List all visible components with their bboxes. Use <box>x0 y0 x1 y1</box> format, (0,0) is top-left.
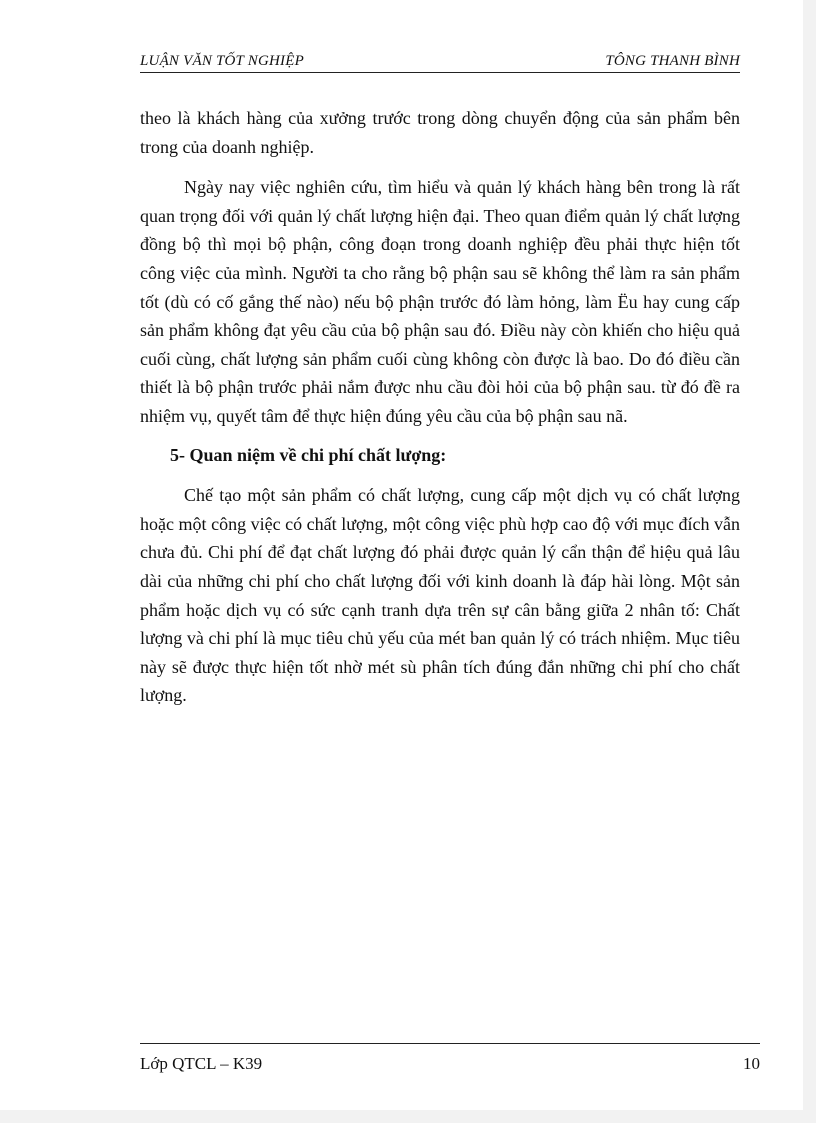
header-author-name: TÔNG THANH BÌNH <box>605 53 740 69</box>
paragraph-quality-cost: Chế tạo một sản phẩm có chất lượng, cung cấp một dịch vụ có chất lượng hoặc một công việc có chất lượng, một công việc phù hợp cao độ với mục đích vẫn chưa đủ. Chi phí để đạt chất lượng đó phải được quản lý cẩn thận để hiệu quả lâu dài của những chi phí cho chất lượng đối với kinh doanh là đáp hài lòng. Một sản phẩm hoặc dịch vụ có sức cạnh tranh dựa trên sự cân bằng giữa 2 nhân tố: Chất lượng và chi phí là mục tiêu chủ yếu của mét ban quản lý có trách nhiệm. Mục tiêu này sẽ được thực hiện tốt nhờ mét sù phân tích đúng đắn những chi phí cho chất lượng. <box>140 485 740 706</box>
document-body <box>140 104 740 710</box>
section-heading: 5- Quan niệm về chi phí chất lượng: <box>170 444 447 465</box>
paragraph-internal-customers: Ngày nay việc nghiên cứu, tìm hiểu và quản lý khách hàng bên trong là rất quan trọng đối với quản lý chất lượng hiện đại. Theo quan điểm quản lý chất lượng đồng bộ thì mọi bộ phận, công đoạn trong doanh nghiệp đều phải thực hiện tốt công việc của mình. Người ta cho rằng bộ phận sau sẽ không thể làm ra sản phẩm tốt (dù có cố gắng thế nào) nếu bộ phận trước đó làm hỏng, làm Ëu hay cung cấp sản phẩm không đạt yêu cầu của bộ phận sau đó. Điều này còn khiến cho hiệu quả cuối cùng, chất lượng sản phẩm cuối cùng không còn được là bao. Do đó điều cần thiết là bộ phận trước phải nắm được nhu cầu đòi hỏi của bộ phận sau. từ đó đề ra nhiệm vụ, quyết tâm để thực hiện đúng yêu cầu của bộ phận sau nã. <box>140 177 740 426</box>
page-edge-right <box>803 0 816 1123</box>
page-number: 10 <box>743 1054 760 1073</box>
page-header <box>140 50 740 73</box>
header-thesis-title: LUẬN VĂN TỐT NGHIỆP <box>140 53 304 69</box>
page-edge-bottom <box>0 1110 816 1123</box>
paragraph-continuation: theo là khách hàng của xưởng trước trong dòng chuyển động của sản phẩm bên trong của doanh nghiệp. <box>140 108 740 157</box>
page-footer <box>140 1043 760 1084</box>
footer-class-label: Lớp QTCL – K39 <box>140 1054 263 1073</box>
